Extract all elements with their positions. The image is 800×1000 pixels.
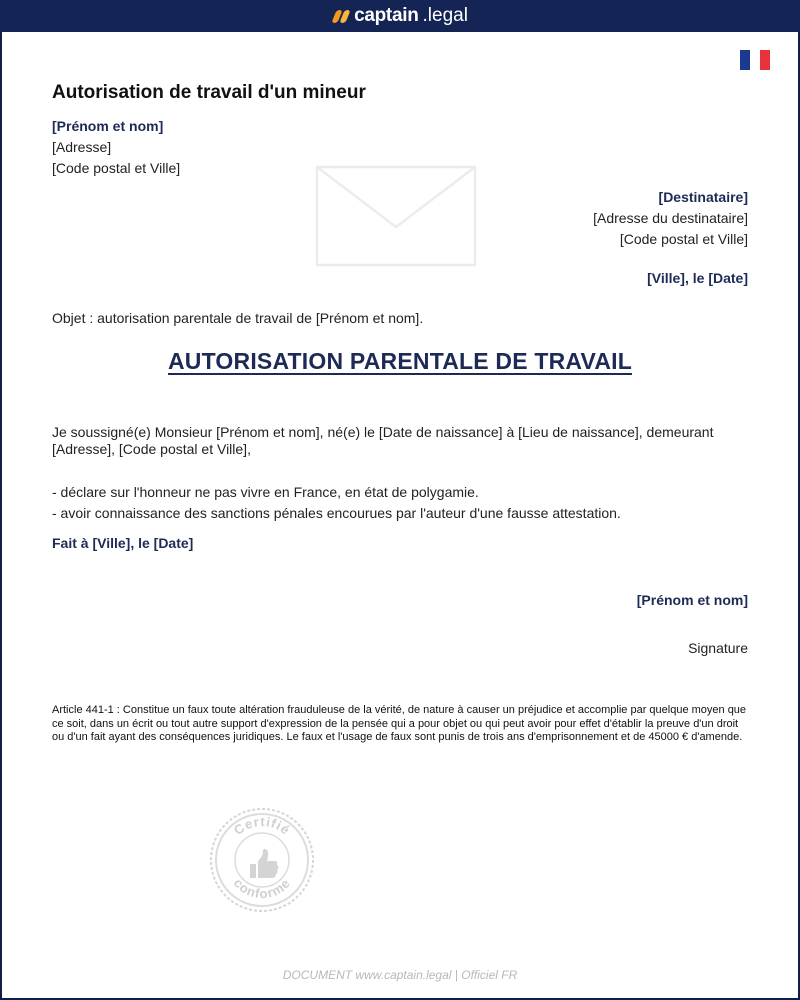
subject-line: Objet : autorisation parentale de travail de [Prénom et nom]. (52, 310, 424, 326)
svg-text:conforme (231, 875, 294, 901)
brand-domain: .legal (422, 5, 468, 26)
recipient-block (593, 187, 748, 250)
declaration-paragraph: Je soussigné(e) Monsieur [Prénom et nom], né(e) le [Date de naissance] à [Lieu de naissance], demeurant [Adresse], [Code postal et Ville], (52, 424, 714, 457)
certified-stamp-icon (208, 806, 316, 914)
document-page (2, 32, 798, 998)
recipient-name: [Destinataire] (658, 189, 748, 205)
sender-city: [Code postal et Ville] (52, 160, 181, 176)
envelope-icon (315, 165, 477, 267)
captain-logo-icon (332, 10, 350, 24)
sender-name: [Prénom et nom] (52, 118, 164, 134)
signature-name: [Prénom et nom] (636, 592, 748, 608)
stamp-text-top: Certifié (230, 813, 294, 838)
signature-label: Signature (688, 640, 748, 656)
stamp-text-bottom: conforme (230, 875, 294, 902)
brand-logo-link[interactable] (332, 0, 468, 32)
svg-text:Certifié (231, 814, 293, 838)
brand-name: captain (354, 5, 419, 26)
sender-block (52, 116, 180, 179)
done-at-line: Fait à [Ville], le [Date] (52, 535, 194, 551)
sender-address: [Adresse] (52, 139, 112, 155)
recipient-address: [Adresse du destinataire] (593, 210, 748, 226)
document-title: Autorisation de travail d'un mineur (52, 82, 366, 103)
top-bar (0, 0, 800, 32)
list-item: - déclare sur l'honneur ne pas vivre en France, en état de polygamie. (52, 484, 479, 500)
recipient-city: [Code postal et Ville] (619, 231, 748, 247)
footer-watermark: DOCUMENT www.captain.legal | Officiel FR (282, 968, 518, 982)
legal-article-note: Article 441-1 : Constitue un faux toute altération frauduleuse de la vérité, de nature à causer un préjudice et accomplie par quelque moyen que ce soit, dans un écrit ou tout autre support d'expression de la pensée qui a pour objet ou qui peut avoir pour effet d'établir la preuve d'un droit ou d'un fait ayant des conséquences juridiques. Le faux et l'usage de faux sont punis de trois ans d'emprisonnement et de 45000 € d'amende. (52, 704, 747, 744)
main-title: AUTORISATION PARENTALE DE TRAVAIL (167, 348, 633, 374)
place-date-line: [Ville], le [Date] (647, 270, 748, 286)
list-item: - avoir connaissance des sanctions pénales encourues par l'auteur d'une fausse attestation. (52, 505, 621, 521)
declaration-list (52, 482, 742, 524)
french-flag-icon[interactable] (740, 50, 770, 70)
